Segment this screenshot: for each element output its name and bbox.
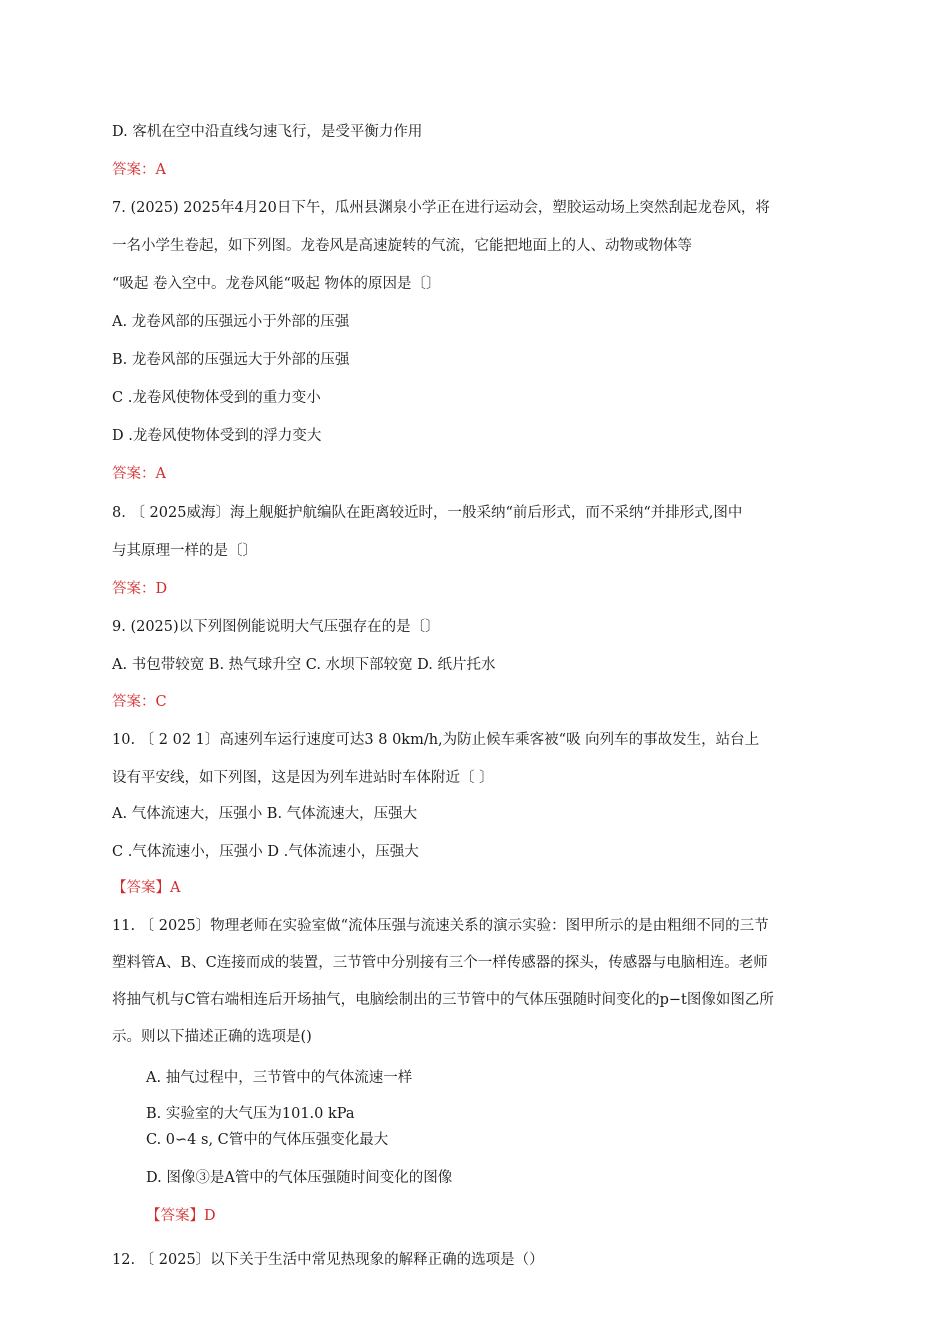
option-a: A. 龙卷风部的压强远小于外部的压强 xyxy=(112,314,350,330)
answer-line: 答案：A xyxy=(112,162,166,178)
option-d: D. 图像③是A管中的气体压强随时间变化的图像 xyxy=(146,1170,453,1186)
text-line: “吸起 卷入空中。龙卷风能“吸起 物体的原因是〔〕 xyxy=(112,276,441,292)
answer-line: 答案：A xyxy=(112,466,166,482)
text-line: 与其原理一样的是〔〕 xyxy=(112,543,257,559)
answer-line: 答案：C xyxy=(112,694,167,710)
option-c: C. 0∽4 s, C管中的气体压强变化最大 xyxy=(146,1132,389,1148)
option-b: B. 龙卷风部的压强远大于外部的压强 xyxy=(112,352,350,368)
option-d: D .龙卷风使物体受到的浮力变大 xyxy=(112,428,322,444)
text-line: 设有平安线，如下列图，这是因为列车进站时车体附近〔 〕 xyxy=(112,770,494,786)
answer-line: 【答案】D xyxy=(146,1208,216,1224)
text-line: 一名小学生卷起，如下列图。龙卷风是高速旋转的气流，它能把地面上的人、动物或物体等 xyxy=(112,238,692,254)
question-9: 9. (2025)以下列图例能说明大气压强存在的是〔〕 xyxy=(112,619,440,635)
question-12: 12. 〔 2025〕以下关于生活中常见热现象的解释正确的选项是（） xyxy=(112,1252,544,1268)
option-a: A. 抽气过程中，三节管中的气体流速一样 xyxy=(146,1070,413,1086)
question-11: 11. 〔 2025〕物理老师在实验室做“流体压强与流速关系的演示实验：图甲所示的是由粗细不同的三节 xyxy=(112,918,769,934)
options-line: C .气体流速小，压强小 D .气体流速小，压强大 xyxy=(112,844,419,860)
text-line: 将抽气机与C管右端相连后开场抽气，电脑绘制出的三节管中的气体压强随时间变化的p−t图像如图乙所 xyxy=(112,992,774,1008)
question-7: 7. (2025) 2025年4月20日下午，瓜州县渊泉小学正在进行运动会，塑胶运动场上突然刮起龙卷风，将 xyxy=(112,200,770,216)
options-line: A. 书包带较宽 B. 热气球升空 C. 水坝下部较宽 D. 纸片托水 xyxy=(112,657,496,673)
question-10: 10. 〔 2 02 1〕高速列车运行速度可达3 8 0km/h,为防止候车乘客被“吸 向列车的事故发生，站台上 xyxy=(112,732,760,748)
text-line: 塑料管A、B、C连接而成的装置，三节管中分别接有三个一样传感器的探头，传感器与电脑相连。老师 xyxy=(112,955,768,971)
answer-line: 【答案】A xyxy=(112,880,181,896)
question-8: 8. 〔 2025威海〕海上舰艇护航编队在距离较近时，一般采纳“前后形式，而不采纳“并排形式,图中 xyxy=(112,505,743,521)
options-line: A. 气体流速大，压强小 B. 气体流速大，压强大 xyxy=(112,806,418,822)
text-line: 示。则以下描述正确的选项是() xyxy=(112,1029,312,1045)
option-c: C .龙卷风使物体受到的重力变小 xyxy=(112,390,321,406)
text-line: D. 客机在空中沿直线匀速飞行，是受平衡力作用 xyxy=(112,124,423,140)
answer-line: 答案：D xyxy=(112,581,168,597)
option-b: B. 实验室的大气压为101.0 kPa xyxy=(146,1106,355,1122)
